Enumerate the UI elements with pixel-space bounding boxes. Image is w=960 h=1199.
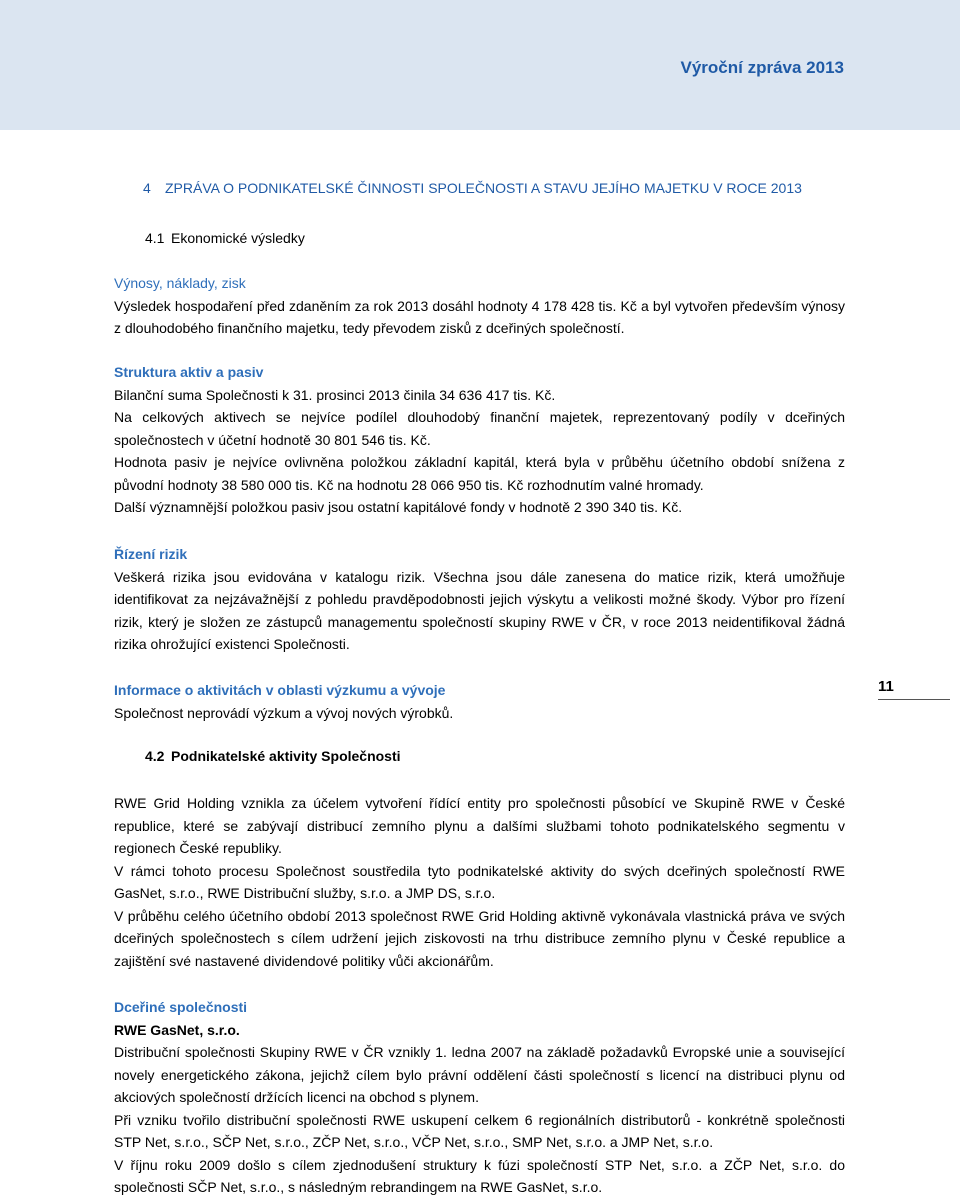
section-4-number: 4 [143, 180, 151, 196]
subsidiary-company-name: RWE GasNet, s.r.o. [114, 1021, 240, 1038]
activities-p2: V rámci tohoto procesu Společnost soustředila tyto podnikatelské aktivity do svých dceřiných společností RWE GasNet, s.r.o., RWE Distribuční služby, s.r.o. a JMP DS, s.r.o. [114, 862, 845, 901]
section-4-1-title: Ekonomické výsledky [171, 230, 305, 246]
subsidiaries-p3: V říjnu roku 2009 došlo s cílem zjednodušení struktury k fúzi společností STP Net, s.r.o. a ZČP Net, s.r.o. do společnosti SČP Net, s.r.o., s následným rebrandingem na RWE GasNet, s.r.o. [114, 1156, 845, 1195]
research-text: Společnost neprovádí výzkum a vývoj nových výrobků. [114, 704, 454, 721]
risk-heading: Řízení rizik [114, 546, 188, 562]
section-4-2-heading [145, 748, 401, 764]
section-4-heading [143, 180, 802, 196]
activities-block [114, 792, 845, 972]
revenues-block [114, 272, 845, 340]
subsidiaries-p1: Distribuční společnosti Skupiny RWE v ČR vznikly 1. ledna 2007 na základě požadavků Evropské unie a související novely energetického zákona, jejichž cílem bylo právní oddělení části společností s licencí na distribuci plynu od akciových společností držících licenci na obchod s plynem. [114, 1044, 845, 1105]
activities-p3: V průběhu celého účetního období 2013 společnost RWE Grid Holding aktivně vykonávala vlastnická práva ve svých dceřiných společnostech s cílem udržení jejich ziskovosti na trhu distribuce zemního plynu v České republice a zajištění své nastavené dividendové politiky vůči akcionářům. [114, 907, 845, 969]
structure-p3: Hodnota pasiv je nejvíce ovlivněna položkou základní kapitál, která byla v průběhu účetního období snížena z původní hodnoty 38 580 000 tis. Kč na hodnotu 28 066 950 tis. Kč rozhodnutím valné hromady. [114, 454, 845, 493]
section-4-2-title: Podnikatelské aktivity Společnosti [171, 748, 401, 764]
subsidiaries-heading: Dceřiné společnosti [114, 999, 248, 1015]
section-4-2-number: 4.2 [145, 748, 165, 764]
activities-p1: RWE Grid Holding vznikla za účelem vytvoření řídící entity pro společnosti působící ve Skupině RWE v České republice, které se zabývají distribucí zemního plynu a dalšími službami tohoto podnikatelského segmentu v regionech České republiky. [114, 795, 845, 856]
structure-heading: Struktura aktiv a pasiv [114, 364, 264, 380]
section-4-1-number: 4.1 [145, 230, 165, 246]
section-4-1-heading [145, 230, 305, 246]
revenues-text: Výsledek hospodaření před zdaněním za rok 2013 dosáhl hodnoty 4 178 428 tis. Kč a byl vytvořen především výnosy z dlouhodobého finančního majetku, tedy převodem zisků z dceřiných společností. [114, 297, 845, 336]
revenues-heading: Výnosy, náklady, zisk [114, 275, 246, 291]
research-block [114, 679, 845, 724]
page-number-rule [878, 699, 950, 700]
page-number: 11 [878, 678, 894, 695]
subsidiaries-block [114, 996, 845, 1199]
section-4-title: ZPRÁVA O PODNIKATELSKÉ ČINNOSTI SPOLEČNOSTI A STAVU JEJÍHO MAJETKU V ROCE 2013 [165, 180, 802, 196]
risk-block [114, 543, 845, 656]
structure-p1: Bilanční suma Společnosti k 31. prosinci 2013 činila 34 636 417 tis. Kč. [114, 386, 556, 403]
structure-p4: Další významnější položkou pasiv jsou ostatní kapitálové fondy v hodnotě 2 390 340 tis. Kč. [114, 499, 683, 515]
structure-block [114, 361, 845, 519]
subsidiaries-p2: Při vzniku tvořilo distribuční společnosti RWE uskupení celkem 6 regionálních distributorů - konkrétně společnosti STP Net, s.r.o., SČP Net, s.r.o., ZČP Net, s.r.o., VČP Net, s.r.o., SMP Net, s.r.o. a JMP Net, s.r.o. [114, 1111, 845, 1150]
research-heading: Informace o aktivitách v oblasti výzkumu a vývoje [114, 682, 446, 698]
risk-text: Veškerá rizika jsou evidována v katalogu rizik. Všechna jsou dále zanesena do matice rizik, která umožňuje identifikovat za nejzávažnější z pohledu pravděpodobnosti jejich výskytu a velikosti možné škody. Výbor pro řízení rizik, který je složen ze zástupců managementu společností skupiny RWE v ČR, v roce 2013 neidentifikoval žádná rizika ohrožující existenci Společnosti. [114, 568, 845, 652]
report-title: Výroční zpráva 2013 [680, 58, 844, 77]
structure-p2: Na celkových aktivech se nejvíce podílel dlouhodobý finanční majetek, reprezentovaný podíly v dceřiných společnostech v účetní hodnotě 30 801 546 tis. Kč. [114, 409, 845, 448]
